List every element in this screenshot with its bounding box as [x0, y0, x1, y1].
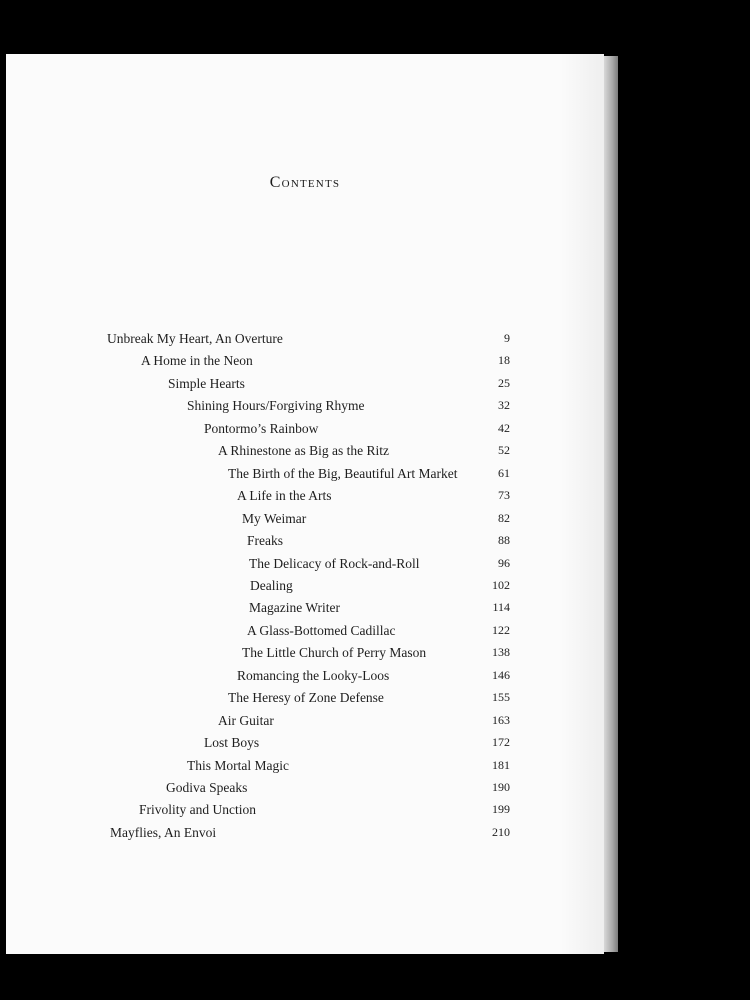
toc-entry-title: A Home in the Neon [141, 353, 253, 369]
toc-entry-page-number: 32 [498, 398, 510, 413]
toc-entry [0, 466, 520, 488]
toc-entry [0, 623, 520, 645]
toc-entry-title: The Heresy of Zone Defense [228, 690, 384, 706]
toc-entry-page-number: 210 [492, 824, 510, 839]
toc-entry-title: A Glass-Bottomed Cadillac [247, 622, 396, 638]
toc-entry [0, 511, 520, 533]
toc-entry-page-number: 172 [492, 735, 510, 750]
toc-entry-title: Air Guitar [218, 712, 274, 728]
toc-entry-page-number: 18 [498, 353, 510, 368]
toc-entry-title: The Birth of the Big, Beautiful Art Market [228, 465, 458, 481]
toc-entry [0, 556, 520, 578]
toc-entry-title: A Life in the Arts [237, 488, 332, 504]
toc-entry [0, 758, 520, 780]
toc-entry-page-number: 146 [492, 667, 510, 682]
toc-entry-page-number: 163 [492, 712, 510, 727]
toc-entry [0, 645, 520, 667]
toc-entry-page-number: 61 [498, 465, 510, 480]
toc-entry-page-number: 52 [498, 443, 510, 458]
toc-entry [0, 713, 520, 735]
toc-entry [0, 690, 520, 712]
toc-entry [0, 578, 520, 600]
toc-entry [0, 802, 520, 824]
toc-entry-title: Godiva Speaks [166, 780, 248, 795]
toc-entry-title: A Rhinestone as Big as the Ritz [218, 443, 389, 459]
toc-entry-page-number: 9 [504, 331, 510, 345]
toc-entry-page-number: 138 [492, 645, 510, 660]
toc-entry-page-number: 25 [498, 375, 510, 390]
toc-entry-title: Magazine Writer [249, 600, 341, 616]
toc-entry [0, 376, 520, 398]
toc-entry-title: Unbreak My Heart, An Overture [107, 331, 283, 346]
toc-entry [0, 353, 520, 375]
toc-entry-title: Simple Hearts [168, 375, 245, 391]
toc-entry [0, 398, 520, 420]
toc-entry-page-number: 122 [492, 622, 510, 637]
page-title: Contents [269, 174, 341, 191]
toc-entry [0, 735, 520, 757]
toc-entry-page-number: 114 [492, 600, 510, 615]
toc-entry [0, 443, 520, 465]
toc-entry [0, 421, 520, 443]
toc-entry [0, 600, 520, 622]
toc-entry-title: Frivolity and Unction [139, 802, 256, 818]
toc-entry-page-number: 82 [498, 510, 510, 525]
toc-entry-title: Freaks [247, 533, 283, 549]
toc-entry [0, 488, 520, 510]
toc-entry-page-number: 73 [498, 488, 510, 503]
toc-entry-title: Romancing the Looky-Loos [237, 667, 390, 683]
toc-entry [0, 331, 520, 353]
toc-entry [0, 668, 520, 690]
toc-entry [0, 825, 520, 847]
toc-entry-page-number: 181 [492, 757, 510, 772]
toc-entry-title: The Little Church of Perry Mason [242, 645, 427, 661]
toc-entry-title: My Weimar [242, 510, 307, 526]
toc-entry-title: Dealing [250, 577, 293, 593]
toc-entry-page-number: 155 [492, 690, 510, 705]
toc-entry-page-number: 190 [492, 780, 510, 794]
toc-entry-title: Mayflies, An Envoi [110, 824, 217, 840]
toc-entry-title: Pontormo’s Rainbow [204, 420, 319, 436]
toc-entry-page-number: 42 [498, 420, 510, 435]
toc-entry [0, 533, 520, 555]
toc-entry-title: Shining Hours/Forgiving Rhyme [187, 398, 365, 414]
toc-entry-page-number: 96 [498, 555, 510, 570]
toc-entry-page-number: 102 [492, 577, 510, 592]
toc-entry [0, 780, 520, 802]
toc-entry-title: Lost Boys [204, 735, 260, 751]
toc-entry-title: The Delicacy of Rock-and-Roll [249, 555, 420, 571]
toc-entry-page-number: 88 [498, 533, 510, 548]
toc-entry-title: This Mortal Magic [187, 757, 289, 773]
toc-entry-page-number: 199 [492, 802, 510, 817]
